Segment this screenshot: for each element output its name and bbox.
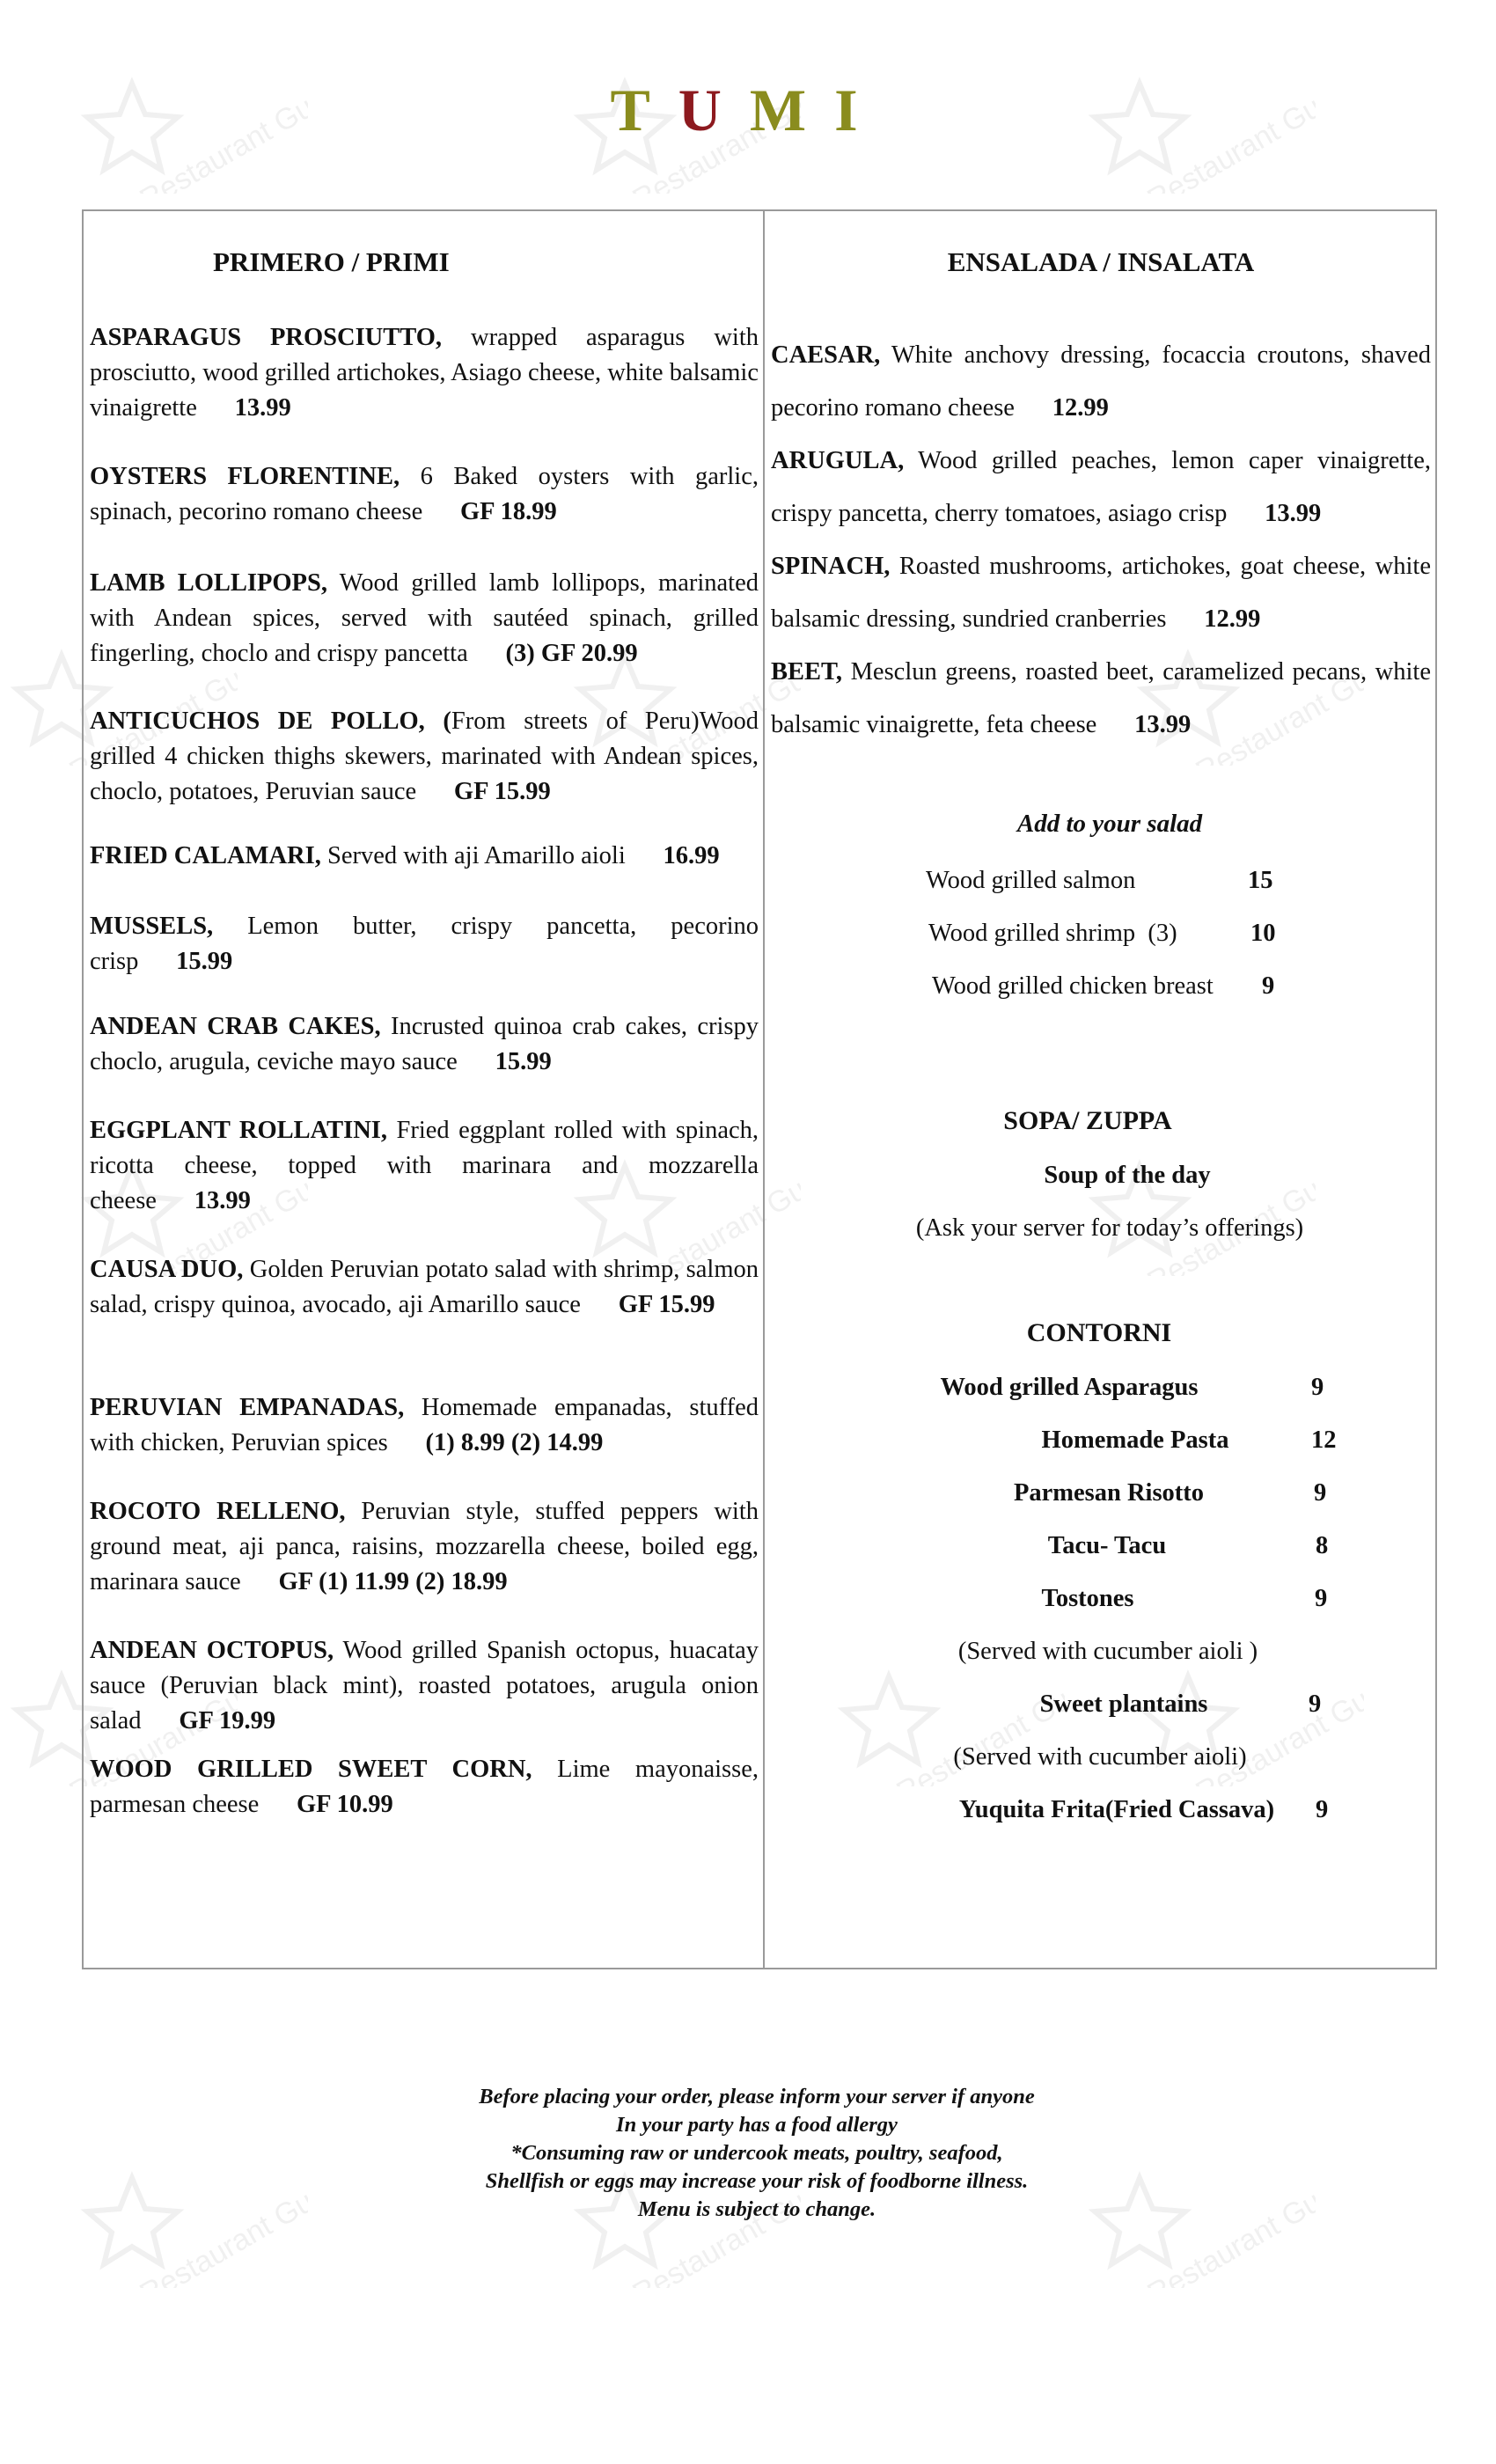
- disclaimer-line: Menu is subject to change.: [637, 2197, 876, 2221]
- item-name: ASPARAGUS PROSCIUTTO,: [90, 324, 443, 351]
- logo-letter: U: [678, 77, 750, 143]
- side-note: (Served with cucumber aioli ): [957, 1638, 1258, 1665]
- item-name: ANDEAN OCTOPUS,: [90, 1637, 334, 1664]
- item-price: 13.99: [1265, 500, 1322, 527]
- side-price: 12: [1311, 1426, 1337, 1454]
- item-price: GF 15.99: [453, 778, 551, 805]
- watermark-text: Restaurant Guru: [1190, 1669, 1364, 1786]
- watermark-text: Restaurant Guru: [627, 649, 801, 766]
- addon-name: Wood grilled shrimp (3): [928, 920, 1177, 947]
- menu-item: [90, 704, 759, 810]
- item-price: 13.99: [194, 1187, 251, 1214]
- item-name: EGGPLANT ROLLATINI,: [90, 1117, 388, 1144]
- menu-item: [90, 566, 759, 671]
- contorni-title: CONTORNI: [1026, 1318, 1172, 1347]
- watermark-text: Restaurant Guru: [627, 2171, 801, 2288]
- menu-item: [90, 1633, 759, 1739]
- menu-item: [90, 839, 759, 874]
- item-description: 6 Baked oysters with garlic, spinach, pecorino romano cheese: [90, 463, 759, 525]
- item-description: White anchovy dressing, focaccia croutons, shaved pecorino romano cheese: [771, 341, 1431, 422]
- item-name: CAESAR,: [771, 341, 881, 369]
- soup-note: (Ask your server for today’s offerings): [915, 1214, 1304, 1242]
- menu-item: [90, 1113, 759, 1219]
- watermark-text: Restaurant Guru: [1141, 1159, 1316, 1276]
- item-name: LAMB LOLLIPOPS,: [90, 569, 327, 597]
- restaurant-logo: [0, 76, 1496, 145]
- addon-name: Wood grilled chicken breast: [932, 972, 1214, 1000]
- item-name: ANTICUCHOS DE POLLO, (: [90, 708, 451, 735]
- item-description: Golden Peruvian potato salad with shrimp, salmon salad, crispy quinoa, avocado, aji Amarillo sauce: [90, 1256, 759, 1318]
- item-description: Wood grilled lamb lollipops, marinated with Andean spices, served with sautéed spinach, grilled fingerling, choclo and crispy pancetta: [90, 569, 759, 667]
- salad-item: [771, 540, 1431, 646]
- allergy-disclaimer: [0, 2083, 1496, 2224]
- item-description: wrapped asparagus with prosciutto, wood grilled artichokes, Asiago cheese, white balsamic vinaigrette: [90, 324, 759, 422]
- item-name: CAUSA DUO,: [90, 1256, 244, 1283]
- addon-price: 9: [1262, 972, 1275, 1000]
- item-price: 12.99: [1052, 394, 1109, 422]
- side-name: Sweet plantains: [1039, 1690, 1208, 1718]
- item-description: Lime mayonaisse, parmesan cheese: [90, 1756, 759, 1818]
- side-name: Parmesan Risotto: [1013, 1479, 1205, 1507]
- item-price: GF 15.99: [618, 1291, 715, 1318]
- item-name: OYSTERS FLORENTINE,: [90, 463, 400, 490]
- menu-item: [90, 1252, 759, 1323]
- watermark-text: Restaurant Guru: [1141, 2171, 1316, 2288]
- side-note: (Served with cucumber aioli): [953, 1743, 1247, 1771]
- item-price: GF 10.99: [297, 1791, 393, 1818]
- menu-item: [90, 1494, 759, 1600]
- menu-item: [90, 909, 759, 979]
- menu-item: [90, 1390, 759, 1461]
- salad-item: [771, 435, 1431, 540]
- item-name: BEET,: [771, 658, 843, 686]
- addon-price: 10: [1250, 920, 1276, 947]
- item-name: ROCOTO RELLENO,: [90, 1498, 346, 1525]
- disclaimer-line: In your party has a food allergy: [616, 2113, 898, 2137]
- item-name: SPINACH,: [771, 553, 891, 580]
- watermark-text: Restaurant Guru: [1190, 649, 1364, 766]
- side-name: Wood grilled Asparagus: [940, 1374, 1199, 1401]
- menu-item: [90, 1752, 759, 1822]
- logo-letter: I: [834, 77, 886, 143]
- item-price: GF 19.99: [179, 1707, 276, 1734]
- watermark-text: Restaurant Guru: [1141, 77, 1316, 194]
- section-title: PRIMERO / PRIMI: [213, 246, 450, 277]
- watermark-text: Restaurant Guru: [134, 1159, 308, 1276]
- item-name: ARUGULA,: [771, 447, 905, 474]
- disclaimer-line: Shellfish or eggs may increase your risk of foodborne illness.: [485, 2169, 1029, 2193]
- item-name: PERUVIAN EMPANADAS,: [90, 1394, 405, 1421]
- watermark-text: Restaurant Guru: [134, 77, 308, 194]
- item-description: Peruvian style, stuffed peppers with ground meat, aji panca, raisins, mozzarella cheese, boiled egg, marinara sauce: [90, 1498, 759, 1595]
- item-price: 16.99: [663, 842, 720, 869]
- item-name: ANDEAN CRAB CAKES,: [90, 1013, 381, 1040]
- item-description: Wood grilled Spanish octopus, huacatay sauce (Peruvian black mint), roasted potatoes, arugula onion salad: [90, 1637, 759, 1734]
- watermark-text: Restaurant Guru: [63, 649, 238, 766]
- item-price: (3) GF 20.99: [505, 640, 638, 667]
- column-divider: [763, 209, 765, 1969]
- logo-letter: T: [610, 77, 678, 143]
- item-description: Roasted mushrooms, artichokes, goat cheese, white balsamic dressing, sundried cranberries: [771, 553, 1431, 633]
- item-description: Lemon butter, crispy pancetta, pecorino crisp: [90, 913, 759, 975]
- item-description: Mesclun greens, roasted beet, caramelized pecans, white balsamic vinaigrette, feta cheese: [771, 658, 1431, 738]
- item-name: FRIED CALAMARI,: [90, 842, 321, 869]
- side-price: 9: [1314, 1479, 1327, 1507]
- item-price: GF (1) 11.99 (2) 18.99: [278, 1568, 508, 1595]
- menu-item: [90, 320, 759, 426]
- soup-of-the-day: Soup of the day: [1044, 1162, 1211, 1189]
- menu-item: [90, 1009, 759, 1080]
- item-description: Wood grilled peaches, lemon caper vinaigrette, crispy pancetta, cherry tomatoes, asiago crisp: [771, 447, 1431, 527]
- item-description: From streets of Peru)Wood grilled 4 chicken thighs skewers, marinated with Andean spices, choclo, potatoes, Peruvian sauce: [90, 708, 759, 805]
- side-price: 9: [1309, 1690, 1322, 1718]
- item-price: (1) 8.99 (2) 14.99: [425, 1429, 604, 1456]
- side-price: 8: [1316, 1532, 1329, 1559]
- side-price: 9: [1315, 1585, 1328, 1612]
- logo-letter: M: [749, 77, 835, 143]
- watermark-text: Restaurant Guru: [63, 1669, 238, 1786]
- item-description: Fried eggplant rolled with spinach, ricotta cheese, topped with marinara and mozzarella cheese: [90, 1117, 759, 1214]
- watermark-text: Restaurant Guru: [627, 77, 801, 194]
- zuppa-title: SOPA/ ZUPPA: [1003, 1106, 1172, 1135]
- item-description: Served with aji Amarillo aioli: [320, 842, 626, 869]
- side-price: 9: [1311, 1374, 1324, 1401]
- side-price: 9: [1316, 1796, 1329, 1823]
- watermark-text: Restaurant Guru: [891, 1669, 1065, 1786]
- insalata-section: [771, 246, 1431, 331]
- disclaimer-line: Before placing your order, please inform your server if anyone: [479, 2085, 1035, 2108]
- item-name: WOOD GRILLED SWEET CORN,: [90, 1756, 532, 1783]
- item-name: MUSSELS,: [90, 913, 214, 940]
- item-description: Homemade empanadas, stuffed with chicken, Peruvian spices: [90, 1394, 759, 1456]
- watermark-text: Restaurant Guru: [627, 1159, 801, 1276]
- item-price: 15.99: [495, 1048, 552, 1075]
- item-price: 12.99: [1204, 605, 1261, 633]
- section-title: ENSALADA / INSALATA: [947, 246, 1255, 277]
- item-description: Incrusted quinoa crab cakes, crispy choclo, arugula, ceviche mayo sauce: [90, 1013, 759, 1075]
- side-name: Tacu- Tacu: [1047, 1532, 1167, 1559]
- watermark-text: Restaurant Guru: [134, 2171, 308, 2288]
- addon-price: 15: [1248, 867, 1273, 894]
- item-price: GF 18.99: [460, 498, 557, 525]
- addon-name: Wood grilled salmon: [926, 867, 1136, 894]
- disclaimer-line: *Consuming raw or undercook meats, poultry, seafood,: [510, 2141, 1003, 2165]
- primi-section: [90, 246, 759, 331]
- item-price: 15.99: [176, 948, 233, 975]
- add-to-salad-title: Add to your salad: [1016, 810, 1203, 838]
- menu-item: [90, 459, 759, 530]
- side-name: Tostones: [1041, 1585, 1134, 1612]
- side-name: Yuquita Frita(Fried Cassava): [958, 1796, 1275, 1823]
- salad-item: [771, 329, 1431, 435]
- item-price: 13.99: [234, 394, 291, 422]
- item-price: 13.99: [1134, 711, 1192, 738]
- side-name: Homemade Pasta: [1041, 1426, 1229, 1454]
- salad-item: [771, 646, 1431, 752]
